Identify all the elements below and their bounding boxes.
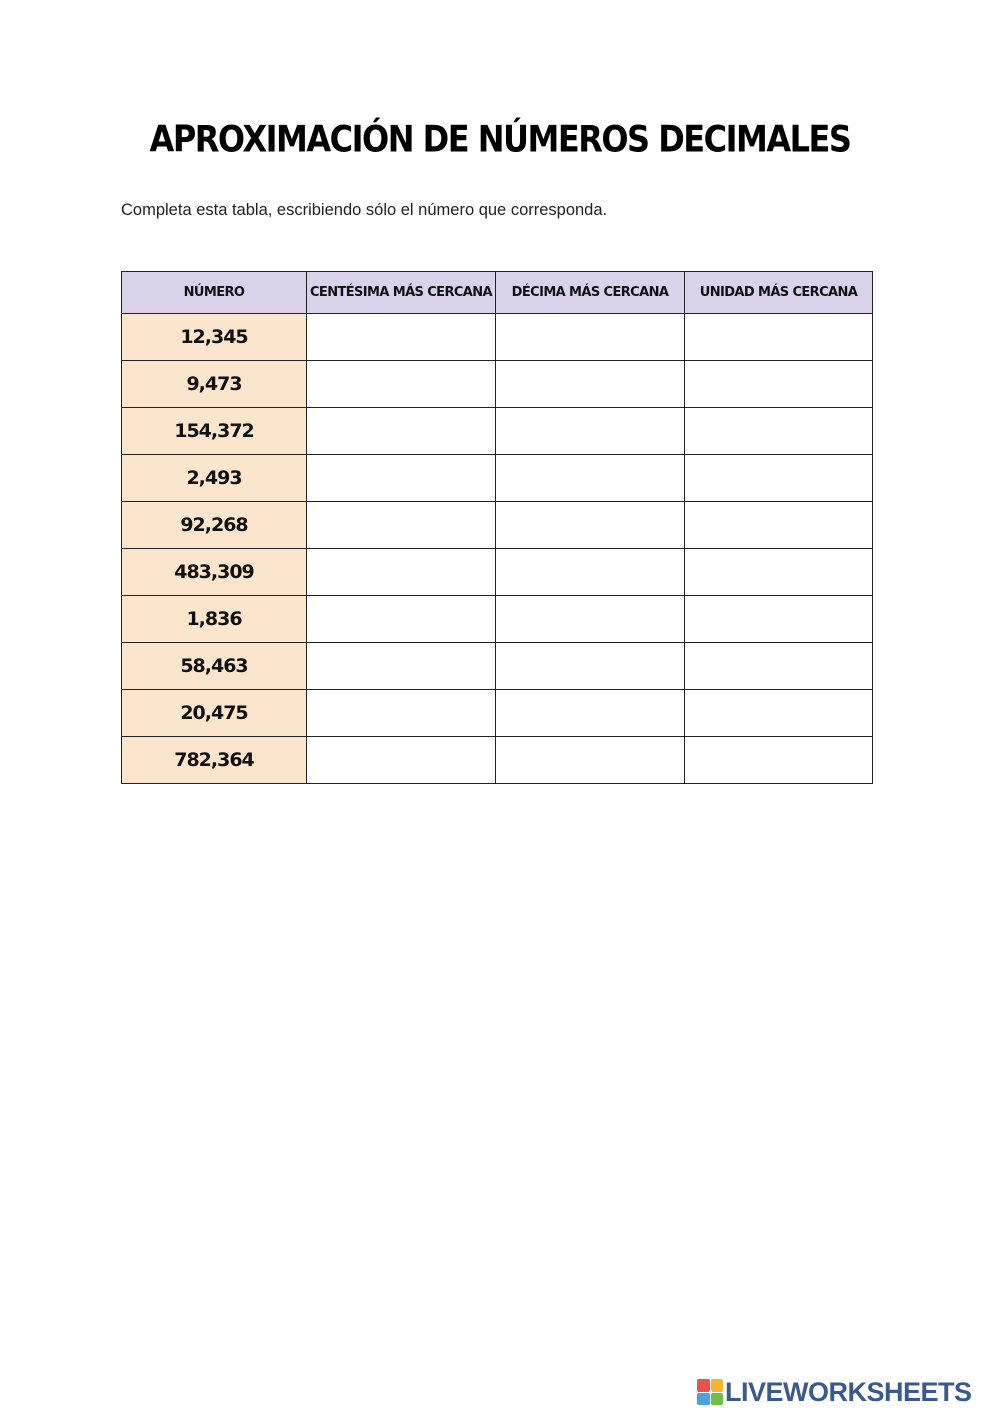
centesima-answer-field[interactable]: [307, 690, 496, 737]
table-row: [122, 549, 873, 596]
decima-answer-field[interactable]: [496, 549, 685, 596]
centesima-answer-field[interactable]: [307, 314, 496, 361]
liveworksheets-logo: [697, 1377, 972, 1407]
rounding-table: [121, 271, 873, 784]
decima-answer-field[interactable]: [496, 502, 685, 549]
decima-answer-field[interactable]: [496, 596, 685, 643]
number-cell: 2,493: [122, 455, 307, 502]
centesima-answer-field[interactable]: [307, 643, 496, 690]
unidad-answer-field[interactable]: [685, 737, 873, 784]
table-row: [122, 361, 873, 408]
number-cell: 9,473: [122, 361, 307, 408]
table-header-row: [122, 272, 873, 314]
number-cell: 782,364: [122, 737, 307, 784]
table-row: [122, 643, 873, 690]
number-cell: 483,309: [122, 549, 307, 596]
number-cell: 1,836: [122, 596, 307, 643]
liveworksheets-logo-icon: [697, 1379, 723, 1405]
number-cell: 58,463: [122, 643, 307, 690]
table-row: [122, 455, 873, 502]
unidad-answer-field[interactable]: [685, 596, 873, 643]
header-decima: DÉCIMA MÁS CERCANA: [496, 272, 685, 314]
unidad-answer-field[interactable]: [685, 690, 873, 737]
centesima-answer-field[interactable]: [307, 549, 496, 596]
table-row: [122, 690, 873, 737]
table-row: [122, 408, 873, 455]
centesima-answer-field[interactable]: [307, 596, 496, 643]
unidad-answer-field[interactable]: [685, 314, 873, 361]
table-row: [122, 596, 873, 643]
number-cell: 92,268: [122, 502, 307, 549]
unidad-answer-field[interactable]: [685, 361, 873, 408]
instructions-text: Completa esta tabla, escribiendo sólo el número que corresponda.: [121, 201, 608, 219]
unidad-answer-field[interactable]: [685, 643, 873, 690]
number-cell: 154,372: [122, 408, 307, 455]
decima-answer-field[interactable]: [496, 643, 685, 690]
decima-answer-field[interactable]: [496, 690, 685, 737]
header-numero: NÚMERO: [122, 272, 307, 314]
decima-answer-field[interactable]: [496, 408, 685, 455]
page-title: APROXIMACIÓN DE NÚMEROS DECIMALES: [149, 117, 851, 161]
unidad-answer-field[interactable]: [685, 408, 873, 455]
centesima-answer-field[interactable]: [307, 408, 496, 455]
centesima-answer-field[interactable]: [307, 361, 496, 408]
centesima-answer-field[interactable]: [307, 455, 496, 502]
unidad-answer-field[interactable]: [685, 455, 873, 502]
decima-answer-field[interactable]: [496, 737, 685, 784]
header-unidad: UNIDAD MÁS CERCANA: [685, 272, 873, 314]
unidad-answer-field[interactable]: [685, 549, 873, 596]
logo-text: LIVEWORKSHEETS: [725, 1376, 972, 1407]
header-centesima: CENTÉSIMA MÁS CERCANA: [307, 272, 496, 314]
unidad-answer-field[interactable]: [685, 502, 873, 549]
centesima-answer-field[interactable]: [307, 737, 496, 784]
centesima-answer-field[interactable]: [307, 502, 496, 549]
decima-answer-field[interactable]: [496, 361, 685, 408]
number-cell: 12,345: [122, 314, 307, 361]
table-row: [122, 502, 873, 549]
table-row: [122, 314, 873, 361]
table-row: [122, 737, 873, 784]
decima-answer-field[interactable]: [496, 314, 685, 361]
number-cell: 20,475: [122, 690, 307, 737]
decima-answer-field[interactable]: [496, 455, 685, 502]
